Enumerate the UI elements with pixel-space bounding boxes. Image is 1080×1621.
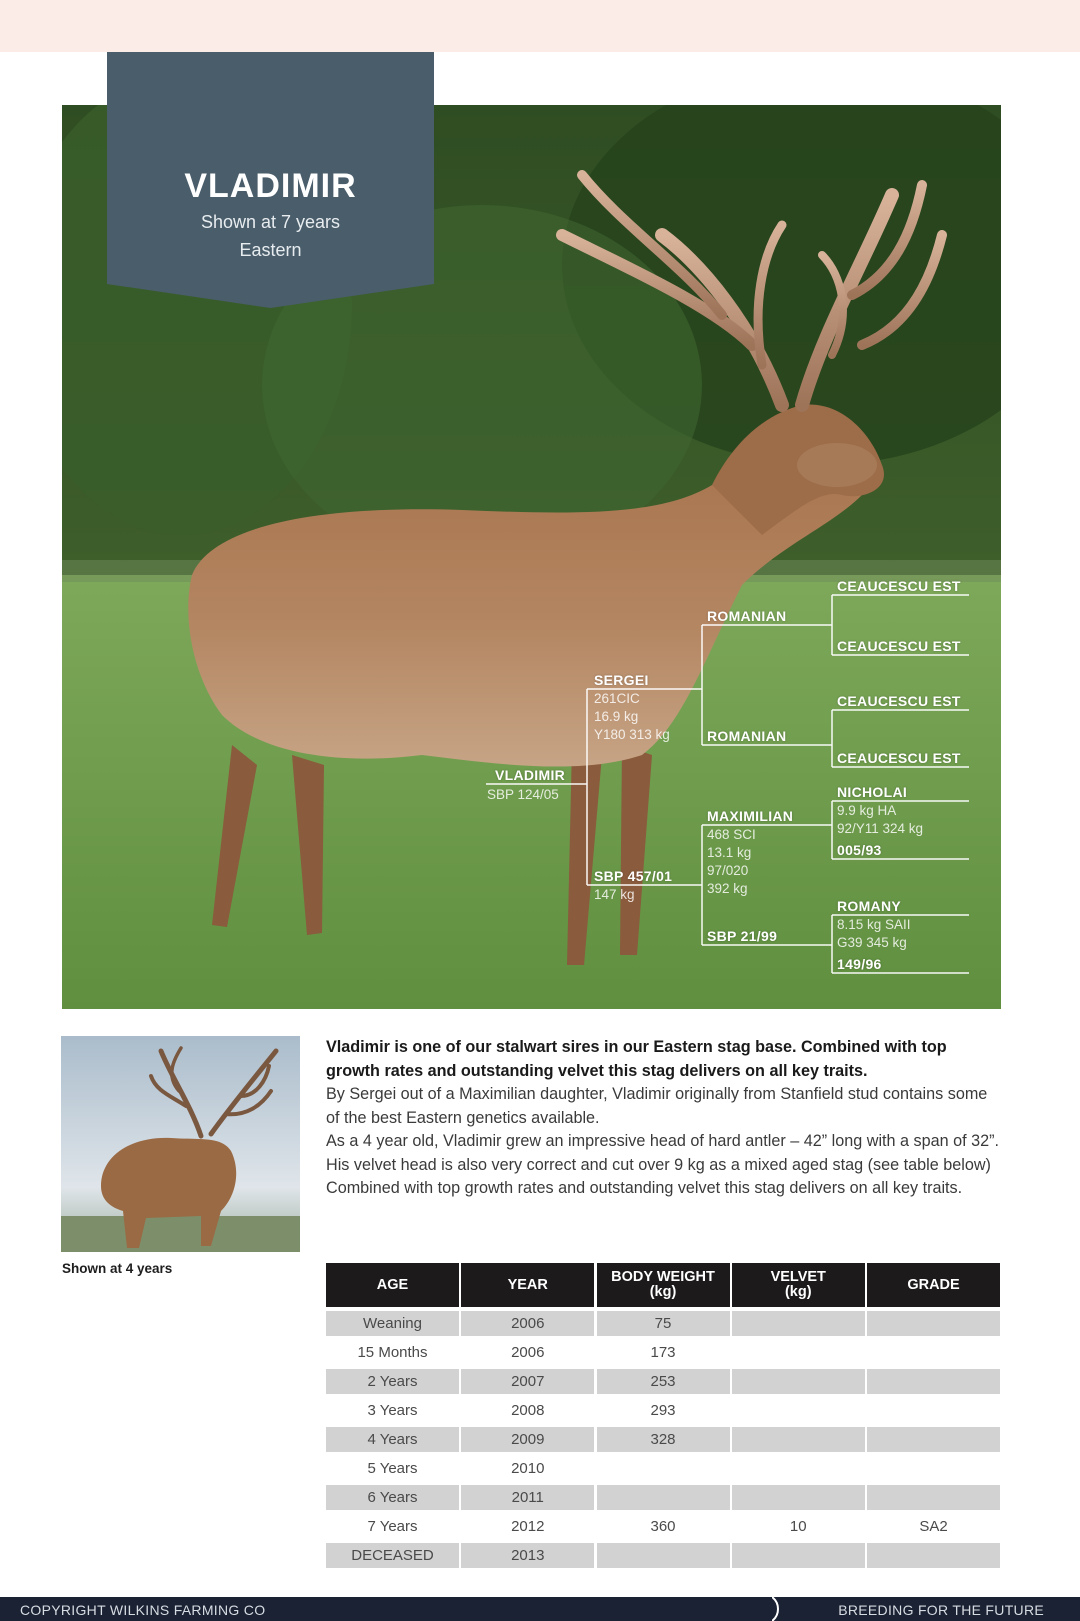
table-cell: DECEASED [326, 1543, 459, 1568]
table-cell: 2008 [511, 1402, 545, 1419]
gg5-line-1: 9.9 kg HA [837, 803, 897, 818]
banner-title: VLADIMIR [184, 167, 357, 205]
table-cell: 2007 [461, 1369, 594, 1394]
table-cell: 2010 [511, 1460, 545, 1477]
table-cell [867, 1398, 1000, 1423]
gg5-line-2: 92/Y11 324 kg [837, 821, 924, 836]
header-body-weight: BODY WEIGHT (kg) [597, 1263, 730, 1307]
table-cell: 2012 [511, 1518, 545, 1535]
table-row [326, 1514, 1000, 1539]
table-cell [732, 1369, 865, 1394]
table-cell: 2011 [461, 1485, 594, 1510]
table-cell: 6 Years [326, 1485, 459, 1510]
table-row [326, 1398, 1000, 1423]
performance-table [326, 1263, 1000, 1568]
table-cell [867, 1543, 1000, 1568]
thumb-caption: Shown at 4 years [62, 1261, 173, 1276]
subject-id: SBP 124/05 [487, 787, 559, 802]
gg7-name: ROMANY [837, 898, 902, 914]
table-row [326, 1369, 1000, 1394]
sire-dam-name: ROMANIAN [707, 728, 787, 744]
header-grade: GRADE [867, 1263, 1000, 1307]
header-velvet: VELVET (kg) [732, 1263, 865, 1307]
sire-line-2: 16.9 kg [594, 709, 639, 724]
table-cell: 2 Years [326, 1369, 459, 1394]
table-cell: 2013 [461, 1543, 594, 1568]
table-row [326, 1427, 1000, 1452]
table-cell: 10 [789, 1518, 807, 1535]
banner-type: Eastern [239, 240, 302, 260]
table-cell: 4 Years [326, 1427, 459, 1452]
paragraph-1: By Sergei out of a Maximilian daughter, Vladimir originally from Stanfield stud contains some of the best Eastern genetics available. [326, 1085, 988, 1127]
top-band [0, 0, 1080, 52]
banner-shown-at: Shown at 7 years [200, 212, 341, 232]
table-cell [732, 1398, 865, 1423]
table-cell [732, 1311, 865, 1336]
header-year: YEAR [461, 1263, 594, 1307]
stag-photo-4-years [61, 1036, 300, 1252]
table-cell: SA2 [919, 1518, 948, 1535]
paragraph-2: As a 4 year old, Vladimir grew an impressive head of hard antler – 42” long with a span of 32”. His velvet head is also very correct and cut over 9 kg as a mixed aged stag (see table below) [326, 1132, 1000, 1174]
table-header [326, 1263, 1000, 1307]
thumb-image [61, 1036, 300, 1252]
dam-sire-line-4: 392 kg [707, 881, 748, 896]
table-cell: 7 Years [367, 1518, 418, 1535]
table-cell: 293 [650, 1402, 676, 1419]
table-cell [732, 1543, 865, 1568]
table-cell [867, 1311, 1000, 1336]
dam-sire-line-1: 468 SCI [707, 827, 756, 842]
sire-sire-name: ROMANIAN [707, 608, 787, 624]
description [326, 1036, 1002, 1201]
table-cell: 253 [597, 1369, 730, 1394]
dam-dam-name: SBP 21/99 [707, 928, 778, 944]
table-cell: 360 [650, 1518, 676, 1535]
dam-sire-name: MAXIMILIAN [707, 808, 794, 824]
table-cell [732, 1427, 865, 1452]
table-cell: 2009 [461, 1427, 594, 1452]
table-row [326, 1456, 1000, 1481]
gg8-name: 149/96 [837, 956, 882, 972]
table-cell [867, 1456, 1000, 1481]
table-row [326, 1485, 1000, 1510]
footer-divider-icon [772, 1597, 782, 1621]
table-cell: 328 [597, 1427, 730, 1452]
gg4-name: CEAUCESCU EST [837, 750, 961, 766]
footer-tagline: BREEDING FOR THE FUTURE [838, 1602, 1044, 1618]
gg7-line-2: G39 345 kg [837, 935, 907, 950]
table-cell: Weaning [326, 1311, 459, 1336]
table-cell: 75 [597, 1311, 730, 1336]
sire-line-3: Y180 313 kg [594, 727, 670, 742]
footer [0, 1597, 1080, 1621]
dam-line-1: 147 kg [594, 887, 635, 902]
gg7-line-1: 8.15 kg SAII [837, 917, 911, 932]
table-cell: 2006 [461, 1311, 594, 1336]
table-cell [732, 1340, 865, 1365]
dam-sire-line-3: 97/020 [707, 863, 749, 878]
dam-sire-line-2: 13.1 kg [707, 845, 752, 860]
table-cell [867, 1340, 1000, 1365]
table-cell [597, 1456, 730, 1481]
footer-copyright: COPYRIGHT WILKINS FARMING CO [20, 1602, 266, 1618]
table-body [326, 1311, 1000, 1568]
gg5-name: NICHOLAI [837, 784, 908, 800]
table-row [326, 1543, 1000, 1568]
table-cell [732, 1456, 865, 1481]
paragraph-3: Combined with top growth rates and outstanding velvet this stag delivers on all key traits. [326, 1179, 963, 1197]
table-cell [597, 1485, 730, 1510]
lead-paragraph: Vladimir is one of our stalwart sires in our Eastern stag base. Combined with top growth rates and outstanding velvet this stag delivers on all key traits. [326, 1038, 947, 1080]
title-banner [107, 52, 434, 308]
gg6-name: 005/93 [837, 842, 882, 858]
table-cell: 2006 [511, 1344, 545, 1361]
table-cell: 5 Years [367, 1460, 418, 1477]
table-row [326, 1340, 1000, 1365]
table-cell [867, 1369, 1000, 1394]
table-row [326, 1311, 1000, 1336]
gg2-name: CEAUCESCU EST [837, 638, 961, 654]
table-cell: 173 [650, 1344, 676, 1361]
subject-name: VLADIMIR [495, 767, 566, 783]
table-cell: 15 Months [357, 1344, 428, 1361]
gg3-name: CEAUCESCU EST [837, 693, 961, 709]
sire-line-1: 261CIC [594, 691, 640, 706]
gg1-name: CEAUCESCU EST [837, 578, 961, 594]
table-cell [867, 1427, 1000, 1452]
table-cell [732, 1485, 865, 1510]
table-cell: 3 Years [367, 1402, 418, 1419]
header-age: AGE [326, 1263, 459, 1307]
table-cell [867, 1485, 1000, 1510]
sire-name: SERGEI [594, 672, 649, 688]
table-cell [597, 1543, 730, 1568]
dam-name: SBP 457/01 [594, 868, 673, 884]
